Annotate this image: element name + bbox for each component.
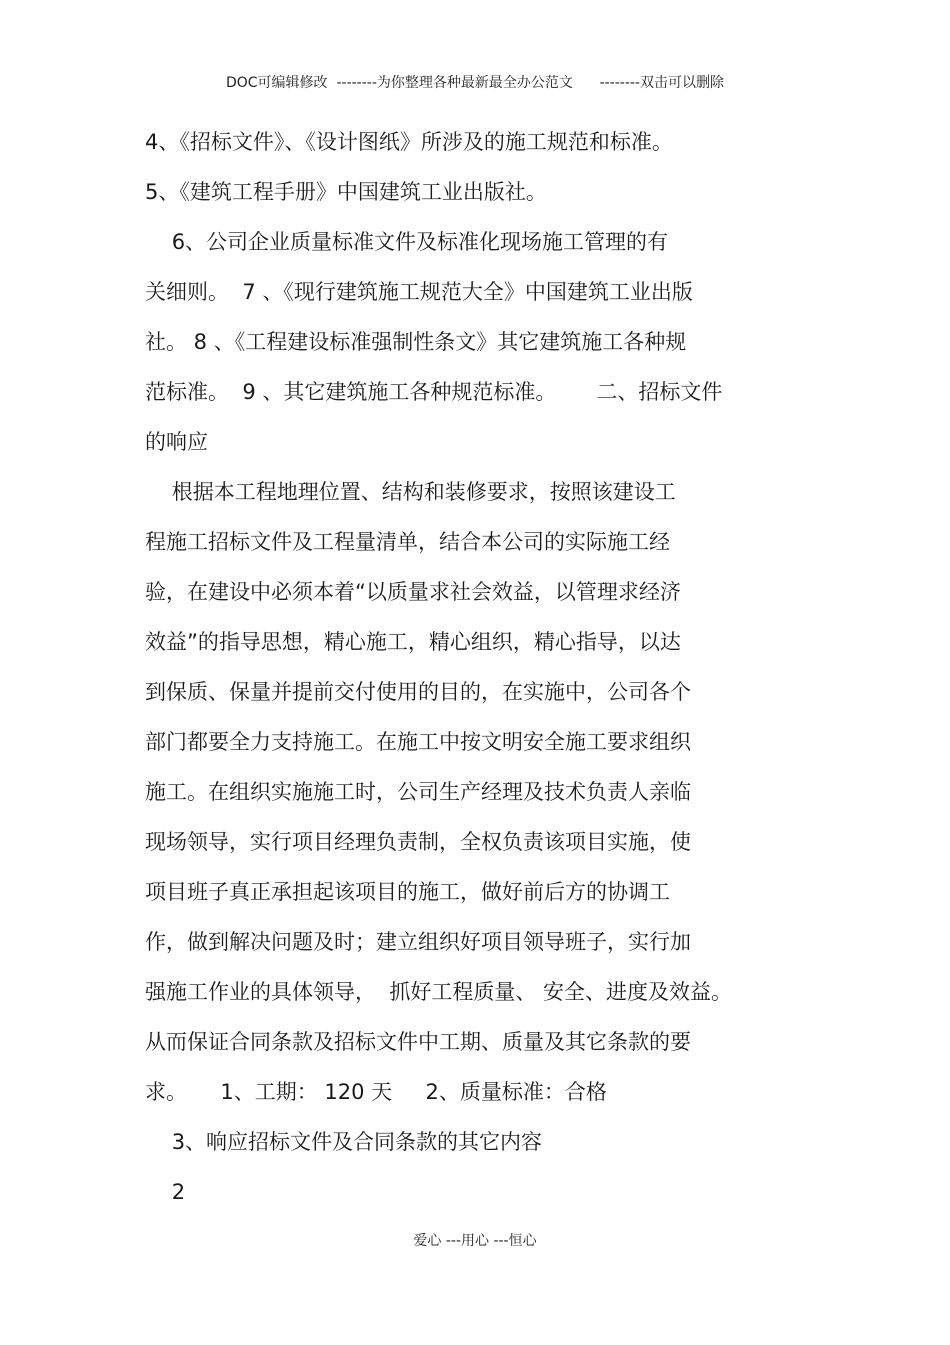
page-number: 2 <box>145 1180 186 1204</box>
page-header: DOC可编辑修改 --------为你整理各种最新最全办公范文 --------双击可以删除 <box>225 75 724 91</box>
text-line: 4、《招标文件》、《设计图纸》所涉及的施工规范和标准。 <box>145 130 673 154</box>
text-line: 关细则。 7 、《现行建筑施工规范大全》中国建筑工业出版 <box>145 280 693 304</box>
text-line: 部门都要全力支持施工。在施工中按文明安全施工要求组织 <box>145 730 691 754</box>
text-line: 范标准。 9 、其它建筑施工各种规范标准。 二、招标文件 <box>145 380 723 404</box>
text-line: 根据本工程地理位置、结构和装修要求，按照该建设工 <box>145 480 676 504</box>
text-line: 5、《建筑工程手册》中国建筑工业出版社。 <box>145 180 547 204</box>
text-line: 到保质、保量并提前交付使用的目的，在实施中，公司各个 <box>145 680 691 704</box>
text-line: 作，做到解决问题及时；建立组织好项目领导班子，实行加 <box>145 930 691 954</box>
text-line: 强施工作业的具体领导， 抓好工程质量、 安全、进度及效益。 <box>145 980 733 1004</box>
text-line: 社。 8 、《工程建设标准强制性条文》其它建筑施工各种规 <box>145 330 687 354</box>
text-line: 从而保证合同条款及招标文件中工期、质量及其它条款的要 <box>145 1030 691 1054</box>
text-line: 的响应 <box>145 430 208 454</box>
text-line: 程施工招标文件及工程量清单，结合本公司的实际施工经 <box>145 530 670 554</box>
page-footer: 爱心 ---用心 ---恒心 <box>413 1233 537 1249</box>
text-line: 6、公司企业质量标准文件及标准化现场施工管理的有 <box>145 230 669 254</box>
text-line: 施工。在组织实施施工时，公司生产经理及技术负责人亲临 <box>145 780 691 804</box>
text-line: 3、响应招标文件及合同条款的其它内容 <box>145 1130 543 1154</box>
text-line: 效益”的指导思想，精心施工，精心组织，精心指导，以达 <box>145 630 681 654</box>
text-line: 验，在建设中必须本着“以质量求社会效益，以管理求经济 <box>145 580 681 604</box>
text-line: 项目班子真正承担起该项目的施工，做好前后方的协调工 <box>145 880 670 904</box>
text-line: 求。 1、工期： 120 天 2、质量标准：合格 <box>145 1080 607 1104</box>
text-line: 现场领导，实行项目经理负责制，全权负责该项目实施，使 <box>145 830 691 854</box>
